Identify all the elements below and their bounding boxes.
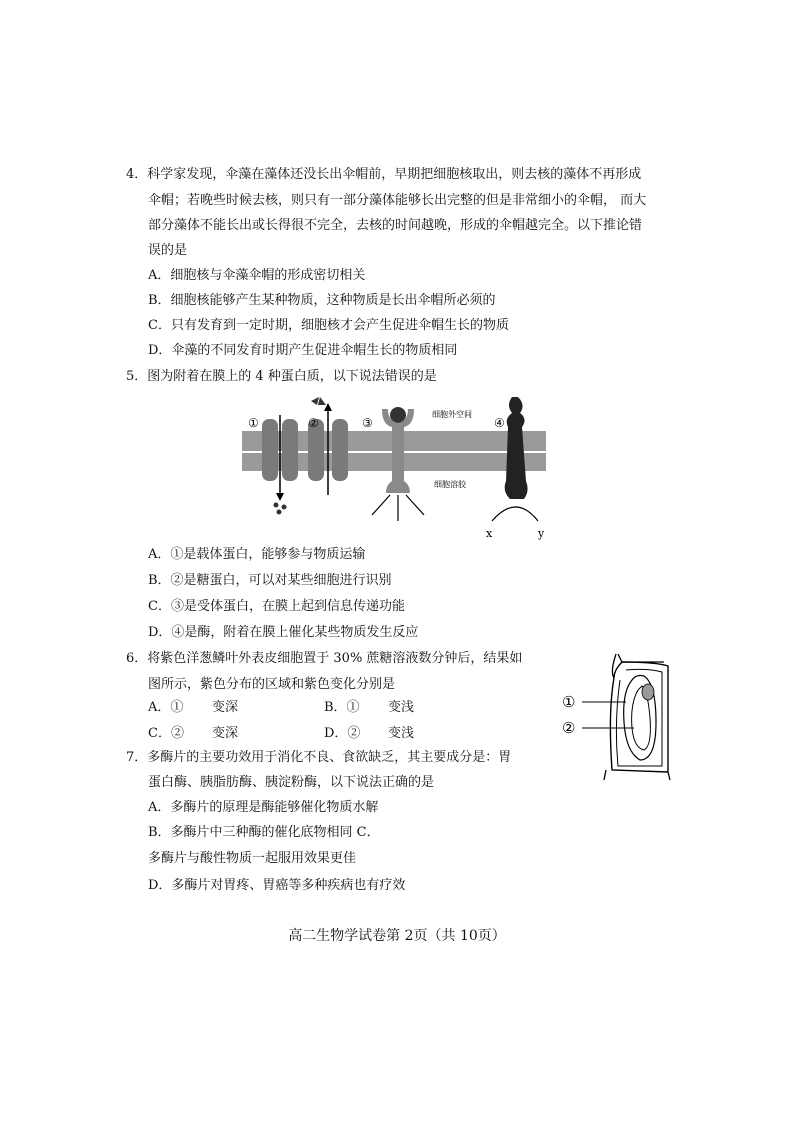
nucleus bbox=[642, 684, 654, 700]
q4-option-c: C．只有发育到一定时期，细胞核才会产生促进伞帽生长的物质 bbox=[148, 318, 509, 333]
q7-stem-line-2: 蛋白酶、胰脂肪酶、胰淀粉酶，以下说法正确的是 bbox=[148, 775, 435, 790]
q5-option-b: B．②是糖蛋白，可以对某些细胞进行识别 bbox=[148, 573, 392, 588]
q6-option-d-label: D．② bbox=[324, 726, 361, 741]
q6-option-c-label: C．② bbox=[148, 726, 184, 741]
q4-stem-line-3: 部分藻体不能长出或长得很不完全，去核的时间越晚，形成的伞帽越完全。以下推论错 bbox=[148, 218, 643, 233]
q7-option-d: D．多酶片对胃疼、胃癌等多种疾病也有疗效 bbox=[148, 878, 406, 893]
page-footer: 高二生物学试卷第 2页（共 10页） bbox=[288, 928, 506, 944]
protein-1-arrowhead bbox=[276, 493, 284, 501]
neighbor-wall-bottom bbox=[604, 770, 606, 780]
q4-stem-line-2: 伞帽；若晚些时候去核，则只有一部分藻体能够长出完整的但是非常细小的伞帽， 而大 bbox=[148, 193, 647, 208]
outside-label: 细胞外空间 bbox=[432, 410, 472, 419]
label-4: ④ bbox=[494, 416, 505, 430]
molecule-triangle bbox=[318, 397, 326, 405]
q7-option-a: A．多酶片的原理是酶能够催化物质水解 bbox=[148, 800, 379, 815]
label-2: ② bbox=[308, 416, 319, 430]
protein-3-arrow-right bbox=[406, 495, 424, 515]
protein-4-reaction-arc bbox=[492, 507, 538, 521]
q4-option-d: D．伞藻的不同发育时期产生促进伞帽生长的物质相同 bbox=[148, 343, 458, 358]
q7-option-c: 多酶片与酸性物质一起服用效果更佳 bbox=[148, 851, 357, 866]
neighbor-wall-top bbox=[618, 654, 664, 662]
q6-option-b-label: B．① bbox=[324, 700, 360, 715]
label-3: ③ bbox=[362, 416, 373, 430]
q4-option-b: B．细胞核能够产生某种物质，这种物质是长出伞帽所必须的 bbox=[148, 293, 496, 308]
wall-corner bbox=[614, 662, 622, 678]
protein-2-right bbox=[332, 419, 348, 481]
q4-option-a: A．细胞核与伞藻伞帽的形成密切相关 bbox=[148, 268, 366, 283]
q6-stem-line-2: 图所示，紫色分布的区域和紫色变化分别是 bbox=[148, 677, 396, 692]
y-label: y bbox=[538, 527, 545, 540]
x-label: x bbox=[486, 527, 493, 540]
label-1: ① bbox=[562, 693, 576, 711]
label-2: ② bbox=[562, 719, 576, 737]
q6-option-d-change: 变浅 bbox=[388, 726, 415, 741]
molecule-triangle bbox=[311, 397, 319, 405]
q5-option-c: C．③是受体蛋白，在膜上起到信息传递功能 bbox=[148, 599, 405, 614]
q7-option-b: B．多酶片中三种酶的催化底物相同 C． bbox=[148, 825, 380, 840]
particle bbox=[277, 510, 282, 515]
q6-option-a-label: A．① bbox=[148, 700, 184, 715]
label-1: ① bbox=[248, 416, 259, 430]
q5-stem: 5．图为附着在膜上的 4 种蛋白质，以下说法错误的是 bbox=[126, 369, 437, 384]
q6-option-c-change: 变深 bbox=[212, 726, 239, 741]
plasmolysis-cell-diagram bbox=[560, 652, 672, 782]
particle bbox=[274, 503, 279, 508]
q5-option-a: A．①是载体蛋白，能够参与物质运输 bbox=[148, 547, 366, 562]
q7-stem-line-1: 7．多酶片的主要功效用于消化不良、食欲缺乏，其主要成分是：胃 bbox=[126, 750, 512, 765]
q6-option-b-change: 变浅 bbox=[388, 700, 415, 715]
protein-1-left bbox=[262, 419, 278, 481]
protein-1-right bbox=[282, 419, 298, 481]
q6-stem-line-1: 6．将紫色洋葱鳞叶外表皮细胞置于 30% 蔗糖溶液数分钟后，结果如 bbox=[126, 651, 523, 666]
neighbor-wall-bottom-right bbox=[668, 772, 670, 780]
q4-stem-line-4: 误的是 bbox=[148, 243, 188, 258]
membrane-protein-diagram bbox=[240, 395, 550, 543]
particle bbox=[282, 505, 287, 510]
q4-stem-line-1: 4．科学家发现，伞藻在藻体还没长出伞帽前，早期把细胞核取出，则去核的藻体不再形成 bbox=[126, 167, 642, 182]
protein-3-arrow-left bbox=[372, 495, 390, 515]
inside-label: 细胞溶胶 bbox=[434, 480, 466, 489]
q5-option-d: D．④是酶，附着在膜上催化某些物质发生反应 bbox=[148, 625, 419, 640]
q6-option-a-change: 变深 bbox=[212, 700, 239, 715]
